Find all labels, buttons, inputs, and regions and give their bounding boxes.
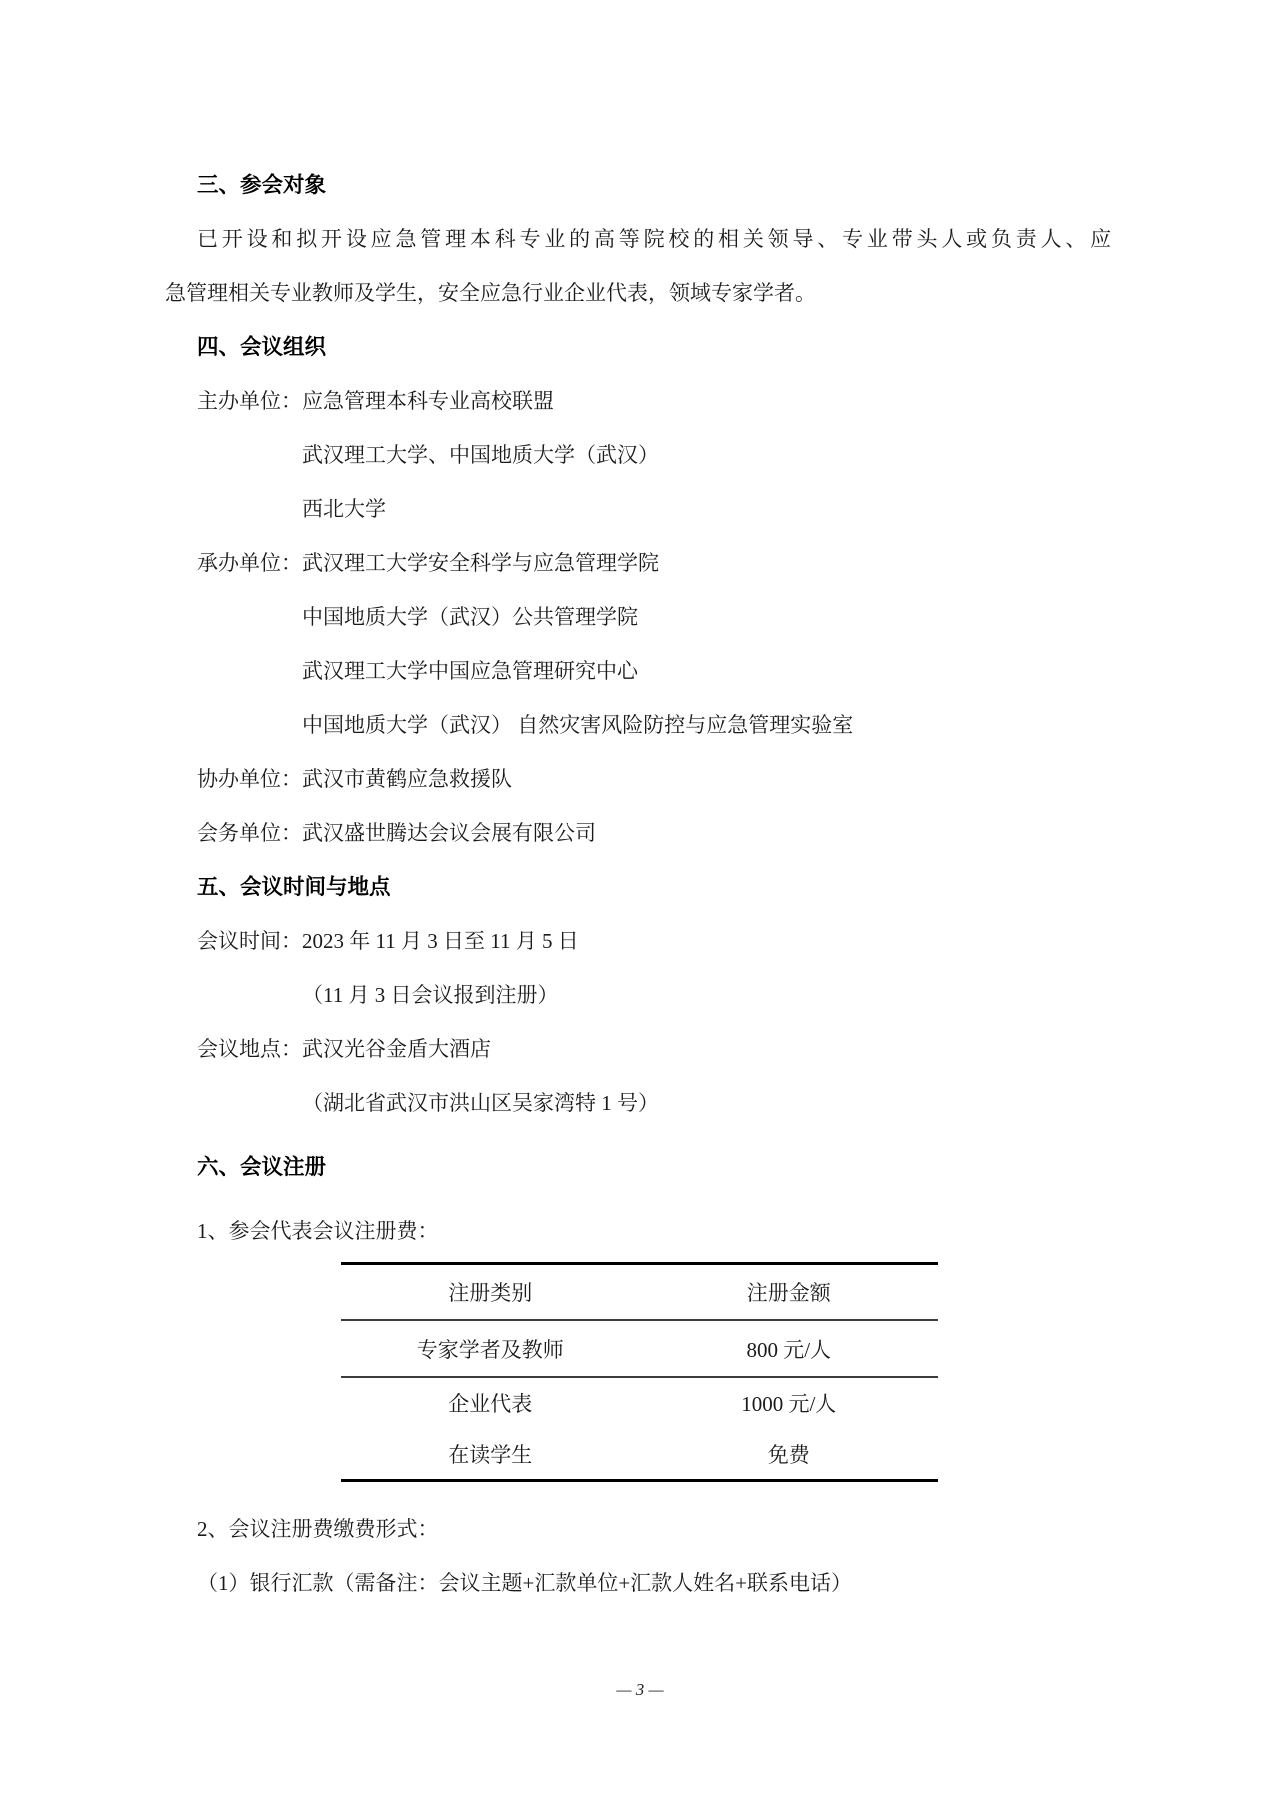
payment-intro-line: 2、会议注册费缴费形式： (197, 1517, 439, 1541)
conference-affairs-line: 会务单位：武汉盛世腾达会议会展有限公司 (197, 821, 596, 845)
section-heading-registration: 六、会议注册 (197, 1155, 327, 1179)
fee-table (341, 1262, 938, 1482)
meeting-time-note: （11 月 3 日会议报到注册） (302, 983, 559, 1007)
section-heading-attendees: 三、参会对象 (197, 173, 327, 197)
host-unit-line-3: 西北大学 (302, 497, 386, 521)
table-row (341, 1321, 938, 1378)
table-cell-amount: 1000 元/人 (741, 1392, 837, 1416)
table-cell-category: 企业代表 (448, 1392, 533, 1416)
organizer-unit-line: 承办单位：武汉理工大学安全科学与应急管理学院 (197, 551, 659, 575)
attendees-paragraph: 已开设和拟开设应急管理本科专业的高等院校的相关领导、专业带头人或负责人、应急管理相关专业教师及学生，安全应急行业企业代表，领域专家学者。 (165, 227, 1115, 305)
fee-table-header-category: 注册类别 (448, 1281, 533, 1305)
fee-table-header-row (341, 1265, 938, 1321)
payment-method-bank-line: （1）银行汇款（需备注：会议主题+汇款单位+汇款人姓名+联系电话） (197, 1571, 853, 1595)
table-cell-amount: 免费 (767, 1442, 810, 1467)
table-cell-category: 专家学者及教师 (416, 1337, 564, 1362)
host-unit-line-2: 武汉理工大学、中国地质大学（武汉） (302, 443, 659, 467)
section-heading-organization: 四、会议组织 (197, 335, 327, 359)
meeting-venue-line: 会议地点：武汉光谷金盾大酒店 (197, 1037, 491, 1061)
fee-intro-line: 1、参会代表会议注册费： (197, 1219, 439, 1243)
organizer-unit-line-3: 武汉理工大学中国应急管理研究中心 (302, 659, 638, 683)
host-unit-line: 主办单位：应急管理本科专业高校联盟 (197, 389, 554, 413)
meeting-time-line: 会议时间：2023 年 11 月 3 日至 11 月 5 日 (197, 929, 579, 953)
page-number: — 3 — (616, 1680, 664, 1699)
meeting-venue-address: （湖北省武汉市洪山区吴家湾特 1 号） (302, 1091, 659, 1115)
table-row (341, 1428, 938, 1479)
organizer-unit-line-2: 中国地质大学（武汉）公共管理学院 (302, 605, 638, 629)
table-cell-amount: 800 元/人 (746, 1337, 832, 1362)
co-organizer-line: 协办单位：武汉市黄鹤应急救援队 (197, 767, 512, 791)
table-cell-category: 在读学生 (448, 1442, 533, 1467)
table-row (341, 1378, 938, 1428)
section-heading-time-venue: 五、会议时间与地点 (197, 875, 391, 899)
fee-table-header-amount: 注册金额 (746, 1281, 831, 1305)
organizer-unit-line-4: 中国地质大学（武汉） 自然灾害风险防控与应急管理实验室 (302, 713, 854, 737)
